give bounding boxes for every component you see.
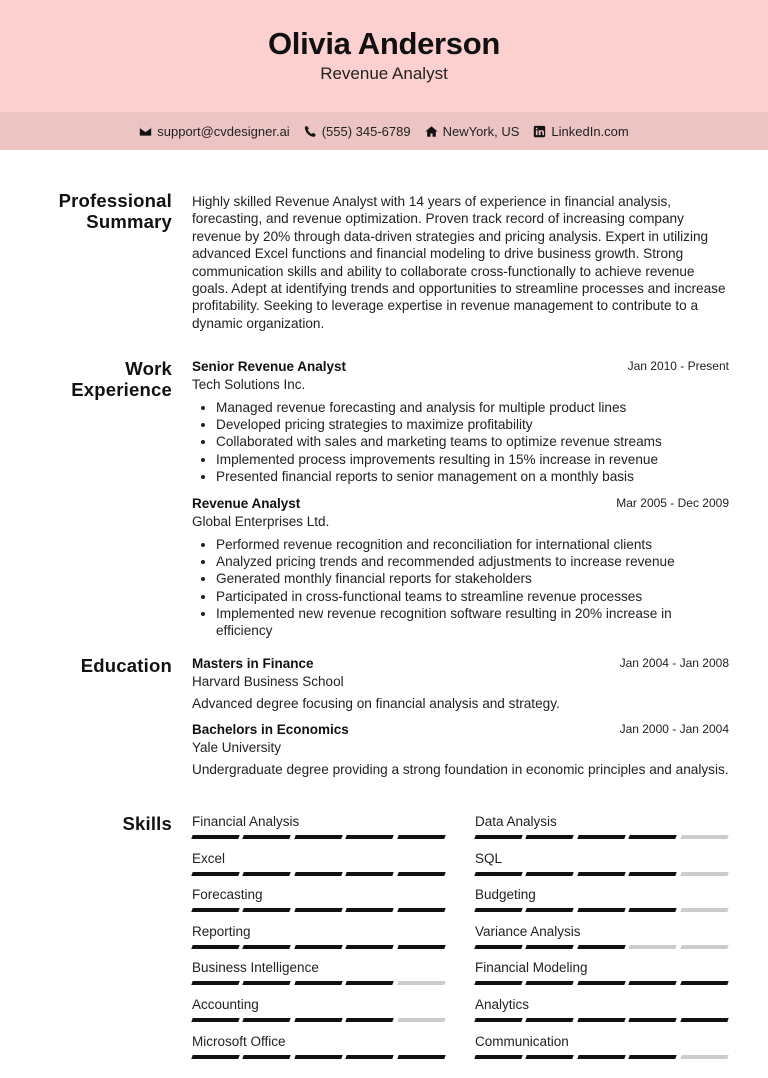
skills-grid	[192, 814, 729, 1064]
skill-level-segment-empty	[628, 945, 677, 949]
job-company: Global Enterprises Ltd.	[192, 514, 330, 530]
skill-level-bar	[475, 1018, 728, 1022]
skill-level-segment-filled	[577, 908, 626, 912]
skill-level-bar	[475, 1055, 728, 1059]
skill-name: Accounting	[192, 997, 259, 1012]
skill-level-segment-filled	[526, 945, 575, 949]
skill-level-segment-filled	[191, 835, 240, 839]
job-title: Revenue Analyst	[192, 496, 301, 512]
skill-name: Excel	[192, 850, 226, 866]
skill-name: Analytics	[475, 997, 530, 1012]
job-bullets	[192, 536, 729, 639]
skill-name: SQL	[475, 850, 503, 866]
experience-heading: Work Experience	[71, 358, 172, 400]
skill-level-segment-filled	[474, 908, 523, 912]
skill-level-segment-filled	[628, 981, 677, 985]
contact-email[interactable]	[139, 124, 289, 139]
degree-description: Undergraduate degree providing a strong foundation in economic principles and analysis.	[192, 762, 729, 777]
skill-level-segment-filled	[397, 908, 446, 912]
skill-level-segment-filled	[294, 981, 343, 985]
list-item: • Developed pricing strategies to maximize profitability	[216, 416, 729, 433]
list-item: • Collaborated with sales and marketing teams to optimize revenue streams	[216, 433, 729, 450]
skill-item	[192, 814, 445, 846]
list-item: • Analyzed pricing trends and recommended adjustments to increase revenue	[216, 553, 729, 570]
skill-name: Financial Analysis	[192, 814, 300, 829]
skill-level-bar	[475, 872, 728, 876]
degree-title: Masters in Finance	[192, 656, 314, 671]
skill-level-segment-filled	[526, 908, 575, 912]
contact-phone-text: (555) 345-6789	[321, 123, 411, 139]
degree-dates: Jan 2004 - Jan 2008	[619, 656, 729, 670]
skill-level-segment-filled	[243, 835, 292, 839]
skill-name: Microsoft Office	[192, 1033, 286, 1049]
list-item: • Implemented new revenue recognition software resulting in 20% increase in efficiency	[216, 605, 729, 639]
skill-level-segment-filled	[294, 1055, 343, 1059]
skill-item	[192, 924, 445, 956]
skill-level-segment-filled	[191, 872, 240, 876]
skill-level-bar	[475, 981, 728, 985]
skill-level-segment-filled	[397, 945, 446, 949]
experience-entry	[192, 495, 729, 639]
skill-level-segment-filled	[474, 981, 523, 985]
skill-level-bar	[192, 872, 445, 876]
skill-level-segment-filled	[345, 1055, 394, 1059]
education-heading: Education	[80, 655, 172, 676]
skill-level-segment-filled	[345, 872, 394, 876]
skill-item	[475, 887, 728, 919]
skill-name: Variance Analysis	[475, 923, 581, 939]
skill-level-segment-filled	[294, 1018, 343, 1022]
skill-level-segment-filled	[577, 981, 626, 985]
skill-level-segment-filled	[680, 981, 729, 985]
skill-level-segment-filled	[526, 981, 575, 985]
skill-level-bar	[475, 835, 728, 839]
skill-level-bar	[192, 981, 445, 985]
contact-location-text: NewYork, US	[442, 123, 520, 139]
skill-level-segment-filled	[243, 981, 292, 985]
skill-level-segment-filled	[294, 908, 343, 912]
list-item: • Presented financial reports to senior management on a monthly basis	[216, 468, 729, 485]
skill-level-segment-filled	[397, 835, 446, 839]
skill-level-segment-filled	[474, 1018, 523, 1022]
skill-item	[192, 960, 445, 992]
education-entry	[192, 721, 729, 778]
skill-level-segment-empty	[397, 981, 446, 985]
skill-level-segment-filled	[191, 981, 240, 985]
list-item: • Implemented process improvements resulting in 15% increase in revenue	[216, 451, 729, 468]
skill-item	[475, 924, 728, 956]
skill-item	[475, 997, 728, 1029]
skill-level-segment-filled	[345, 908, 394, 912]
skill-level-segment-filled	[628, 835, 677, 839]
skill-level-segment-filled	[526, 872, 575, 876]
resume-header	[0, 0, 768, 112]
summary-heading: Professional Summary	[58, 190, 172, 232]
skills-heading: Skills	[122, 813, 172, 834]
school-name: Yale University	[192, 740, 282, 755]
skill-level-bar	[192, 835, 445, 839]
job-bullets	[192, 399, 729, 485]
skill-level-segment-filled	[577, 1055, 626, 1059]
skill-level-bar	[192, 1018, 445, 1022]
home-icon	[425, 125, 438, 138]
skill-level-segment-filled	[526, 835, 575, 839]
contact-email-text: support@cvdesigner.ai	[157, 123, 290, 139]
job-company: Tech Solutions Inc.	[192, 377, 306, 392]
skill-level-segment-filled	[294, 872, 343, 876]
skill-level-segment-filled	[243, 1055, 292, 1059]
skill-level-segment-filled	[680, 1018, 729, 1022]
skill-name: Business Intelligence	[192, 960, 319, 976]
skill-level-segment-filled	[243, 908, 292, 912]
skill-level-segment-filled	[628, 1018, 677, 1022]
skill-level-segment-filled	[345, 1018, 394, 1022]
skill-level-segment-filled	[397, 872, 446, 876]
skill-level-segment-filled	[345, 835, 394, 839]
degree-dates: Jan 2000 - Jan 2004	[619, 722, 729, 736]
list-item: • Generated monthly financial reports for stakeholders	[216, 570, 729, 587]
skill-level-segment-empty	[397, 1018, 446, 1022]
summary-text: Highly skilled Revenue Analyst with 14 years of experience in financial analysis, forecasting, and revenue optimization. Proven track record of increasing company revenue by 20% through data-driven strategies and pricing analysis. Expert in utilizing advanced Excel functions and financial modeling to drive business growth. Strong communication skills and ability to collaborate cross-functionally to achieve revenue goals. Adept at identifying trends and opportunities to streamline processes and increase profitability. Seeking to leverage expertise in revenue management to contribute to a dynamic organization.	[192, 194, 726, 331]
skill-name: Communication	[475, 1033, 569, 1049]
skill-item	[192, 997, 445, 1029]
skill-level-segment-filled	[526, 1055, 575, 1059]
skill-level-segment-filled	[474, 872, 523, 876]
candidate-title: Revenue Analyst	[320, 64, 448, 83]
skill-level-segment-filled	[628, 872, 677, 876]
skill-level-segment-filled	[191, 1055, 240, 1059]
skill-name: Budgeting	[475, 887, 536, 903]
skill-level-bar	[475, 908, 728, 912]
degree-title: Bachelors in Economics	[192, 722, 349, 737]
skill-level-segment-filled	[628, 908, 677, 912]
skill-level-segment-filled	[243, 872, 292, 876]
skills-section	[0, 812, 768, 1062]
job-title: Senior Revenue Analyst	[192, 359, 347, 374]
skill-level-segment-empty	[680, 835, 729, 839]
skill-item	[475, 1034, 728, 1066]
skill-item	[192, 887, 445, 919]
skill-level-segment-filled	[474, 945, 523, 949]
skill-name: Financial Modeling	[475, 960, 588, 976]
skill-level-segment-filled	[294, 835, 343, 839]
skill-level-segment-filled	[474, 1055, 523, 1059]
skill-level-segment-empty	[680, 1055, 729, 1059]
skill-level-segment-filled	[628, 1055, 677, 1059]
skill-level-bar	[475, 945, 728, 949]
skill-level-segment-filled	[577, 835, 626, 839]
contact-linkedin-text: LinkedIn.com	[551, 123, 629, 139]
linkedin-icon	[533, 125, 546, 138]
skill-level-segment-filled	[191, 908, 240, 912]
candidate-name: Olivia Anderson	[267, 26, 501, 61]
skill-level-segment-filled	[243, 1018, 292, 1022]
skill-level-segment-filled	[474, 835, 523, 839]
skill-level-segment-filled	[345, 981, 394, 985]
contact-bar	[0, 112, 768, 150]
skill-name: Forecasting	[192, 887, 263, 903]
skill-level-segment-filled	[243, 945, 292, 949]
skill-level-segment-empty	[680, 945, 729, 949]
skill-level-segment-filled	[577, 1018, 626, 1022]
list-item: • Performed revenue recognition and reconciliation for international clients	[216, 536, 729, 553]
envelope-icon	[139, 125, 152, 138]
list-item: • Participated in cross-functional teams to streamline revenue processes	[216, 588, 729, 605]
phone-icon	[304, 125, 317, 138]
skill-name: Reporting	[192, 923, 251, 939]
skill-level-segment-filled	[294, 945, 343, 949]
skill-level-segment-filled	[397, 1055, 446, 1059]
skill-level-segment-filled	[577, 945, 626, 949]
experience-entry	[192, 358, 729, 485]
skill-level-segment-filled	[345, 945, 394, 949]
skill-item	[475, 851, 728, 883]
list-item: • Managed revenue forecasting and analysis for multiple product lines	[216, 399, 729, 416]
contact-location	[425, 124, 520, 139]
skill-level-segment-empty	[680, 908, 729, 912]
skill-level-bar	[192, 1055, 445, 1059]
job-dates: Mar 2005 - Dec 2009	[616, 496, 729, 511]
contact-phone[interactable]	[304, 124, 411, 139]
contact-linkedin[interactable]	[533, 124, 628, 139]
degree-description: Advanced degree focusing on financial analysis and strategy.	[192, 696, 560, 711]
skill-name: Data Analysis	[475, 814, 557, 829]
skill-item	[192, 851, 445, 883]
skill-item	[192, 1034, 445, 1066]
skill-level-segment-empty	[680, 872, 729, 876]
skill-level-segment-filled	[577, 872, 626, 876]
skill-level-bar	[192, 908, 445, 912]
skill-level-segment-filled	[191, 945, 240, 949]
skill-level-segment-filled	[526, 1018, 575, 1022]
skill-level-segment-filled	[191, 1018, 240, 1022]
skill-item	[475, 814, 728, 846]
education-entry	[192, 655, 729, 712]
skill-level-bar	[192, 945, 445, 949]
job-dates: Jan 2010 - Present	[627, 359, 729, 373]
skill-item	[475, 960, 728, 992]
school-name: Harvard Business School	[192, 674, 344, 689]
